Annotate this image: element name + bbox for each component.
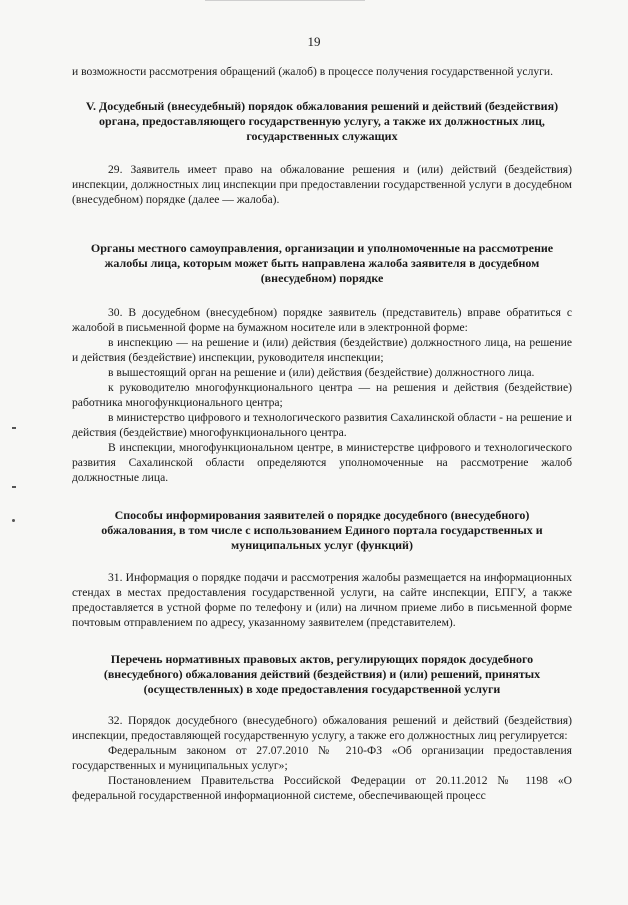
list-item: в вышестоящий орган на решение и (или) действия (бездействие) должностного лица. — [108, 366, 535, 379]
section-organs-heading: Органы местного самоуправления, организации и уполномоченные на рассмотрение жалобы лица, которым может быть направлена жалоба заявителя в досудебном (внесудебном) порядке — [90, 241, 554, 285]
intro-paragraph: и возможности рассмотрения обращений (жалоб) в процессе получения государственной услуги. — [72, 65, 554, 78]
margin-mark — [12, 519, 15, 522]
paragraph-31: 31. Информация о порядке подачи и рассмотрения жалобы размещается на информационных стендах в местах предоставления государственной услуги, на сайте инспекции, ЕПГУ, а также предоставляется в устной форме по телефону и (или) на личном приеме либо в письменной форме почтовым отправлением по адресу, указанному заявителем (представителем). — [72, 571, 572, 629]
margin-mark — [12, 486, 16, 488]
paragraph-32: 32. Порядок досудебного (внесудебного) обжалования решений и действий (бездействия) инспекции, предоставляющей государственную услугу, а также его должностных лиц регулируется: — [72, 714, 572, 742]
law-reference: Федеральным законом от 27.07.2010 № 210-ФЗ «Об организации предоставления государственных и муниципальных услуг»; — [72, 744, 572, 772]
list-item: к руководителю многофункционального центра — на решения и действия (бездействие) работника многофункционального центра; — [72, 381, 572, 409]
list-item: В инспекции, многофункциональном центре, в министерстве цифрового и технологического развития Сахалинской области определяются уполномоченные на рассмотрение жалоб должностные лица. — [72, 441, 572, 484]
section-acts-heading: Перечень нормативных правовых актов, регулирующих порядок досудебного (внесудебного) обжалования действий (бездействия) и (или) решений, принятых (осуществленных) в ходе предоставления государственной услуги — [103, 652, 541, 696]
page-number: 19 — [307, 34, 321, 49]
paragraph-29: 29. Заявитель имеет право на обжалование решения и (или) действий (бездействия) инспекции, должностных лиц инспекции при предоставлении государственной услуги в досудебном (внесудебном) порядке (далее — жалоба). — [72, 163, 572, 206]
document-body — [72, 64, 572, 803]
section-inform-heading: Способы информирования заявителей о порядке досудебного (внесудебного) обжалования, в том числе с использованием Единого портала государственных и муниципальных услуг (функций) — [101, 508, 543, 552]
section-v-heading: V. Досудебный (внесудебный) порядок обжалования решений и действий (бездействия) органа, предоставляющего государственную услугу, а также их должностных лиц, государственных служащих — [85, 99, 559, 143]
law-reference: Постановлением Правительства Российской Федерации от 20.11.2012 № 1198 «О федеральной государственной информационной системе, обеспечивающей процесс — [72, 774, 572, 802]
list-item: в министерство цифрового и технологического развития Сахалинской области - на решение и действия (бездействие) многофункционального центра. — [72, 411, 572, 439]
paragraph-30: 30. В досудебном (внесудебном) порядке заявитель (представитель) вправе обратиться с жалобой в письменной форме на бумажном носителе или в электронной форме: — [72, 306, 572, 334]
list-item: в инспекцию — на решение и (или) действия (бездействие) должностного лица, на решение и действия (бездействие) инспекции, руководителя инспекции; — [72, 336, 572, 364]
top-rule — [205, 0, 365, 1]
margin-mark — [12, 427, 16, 429]
